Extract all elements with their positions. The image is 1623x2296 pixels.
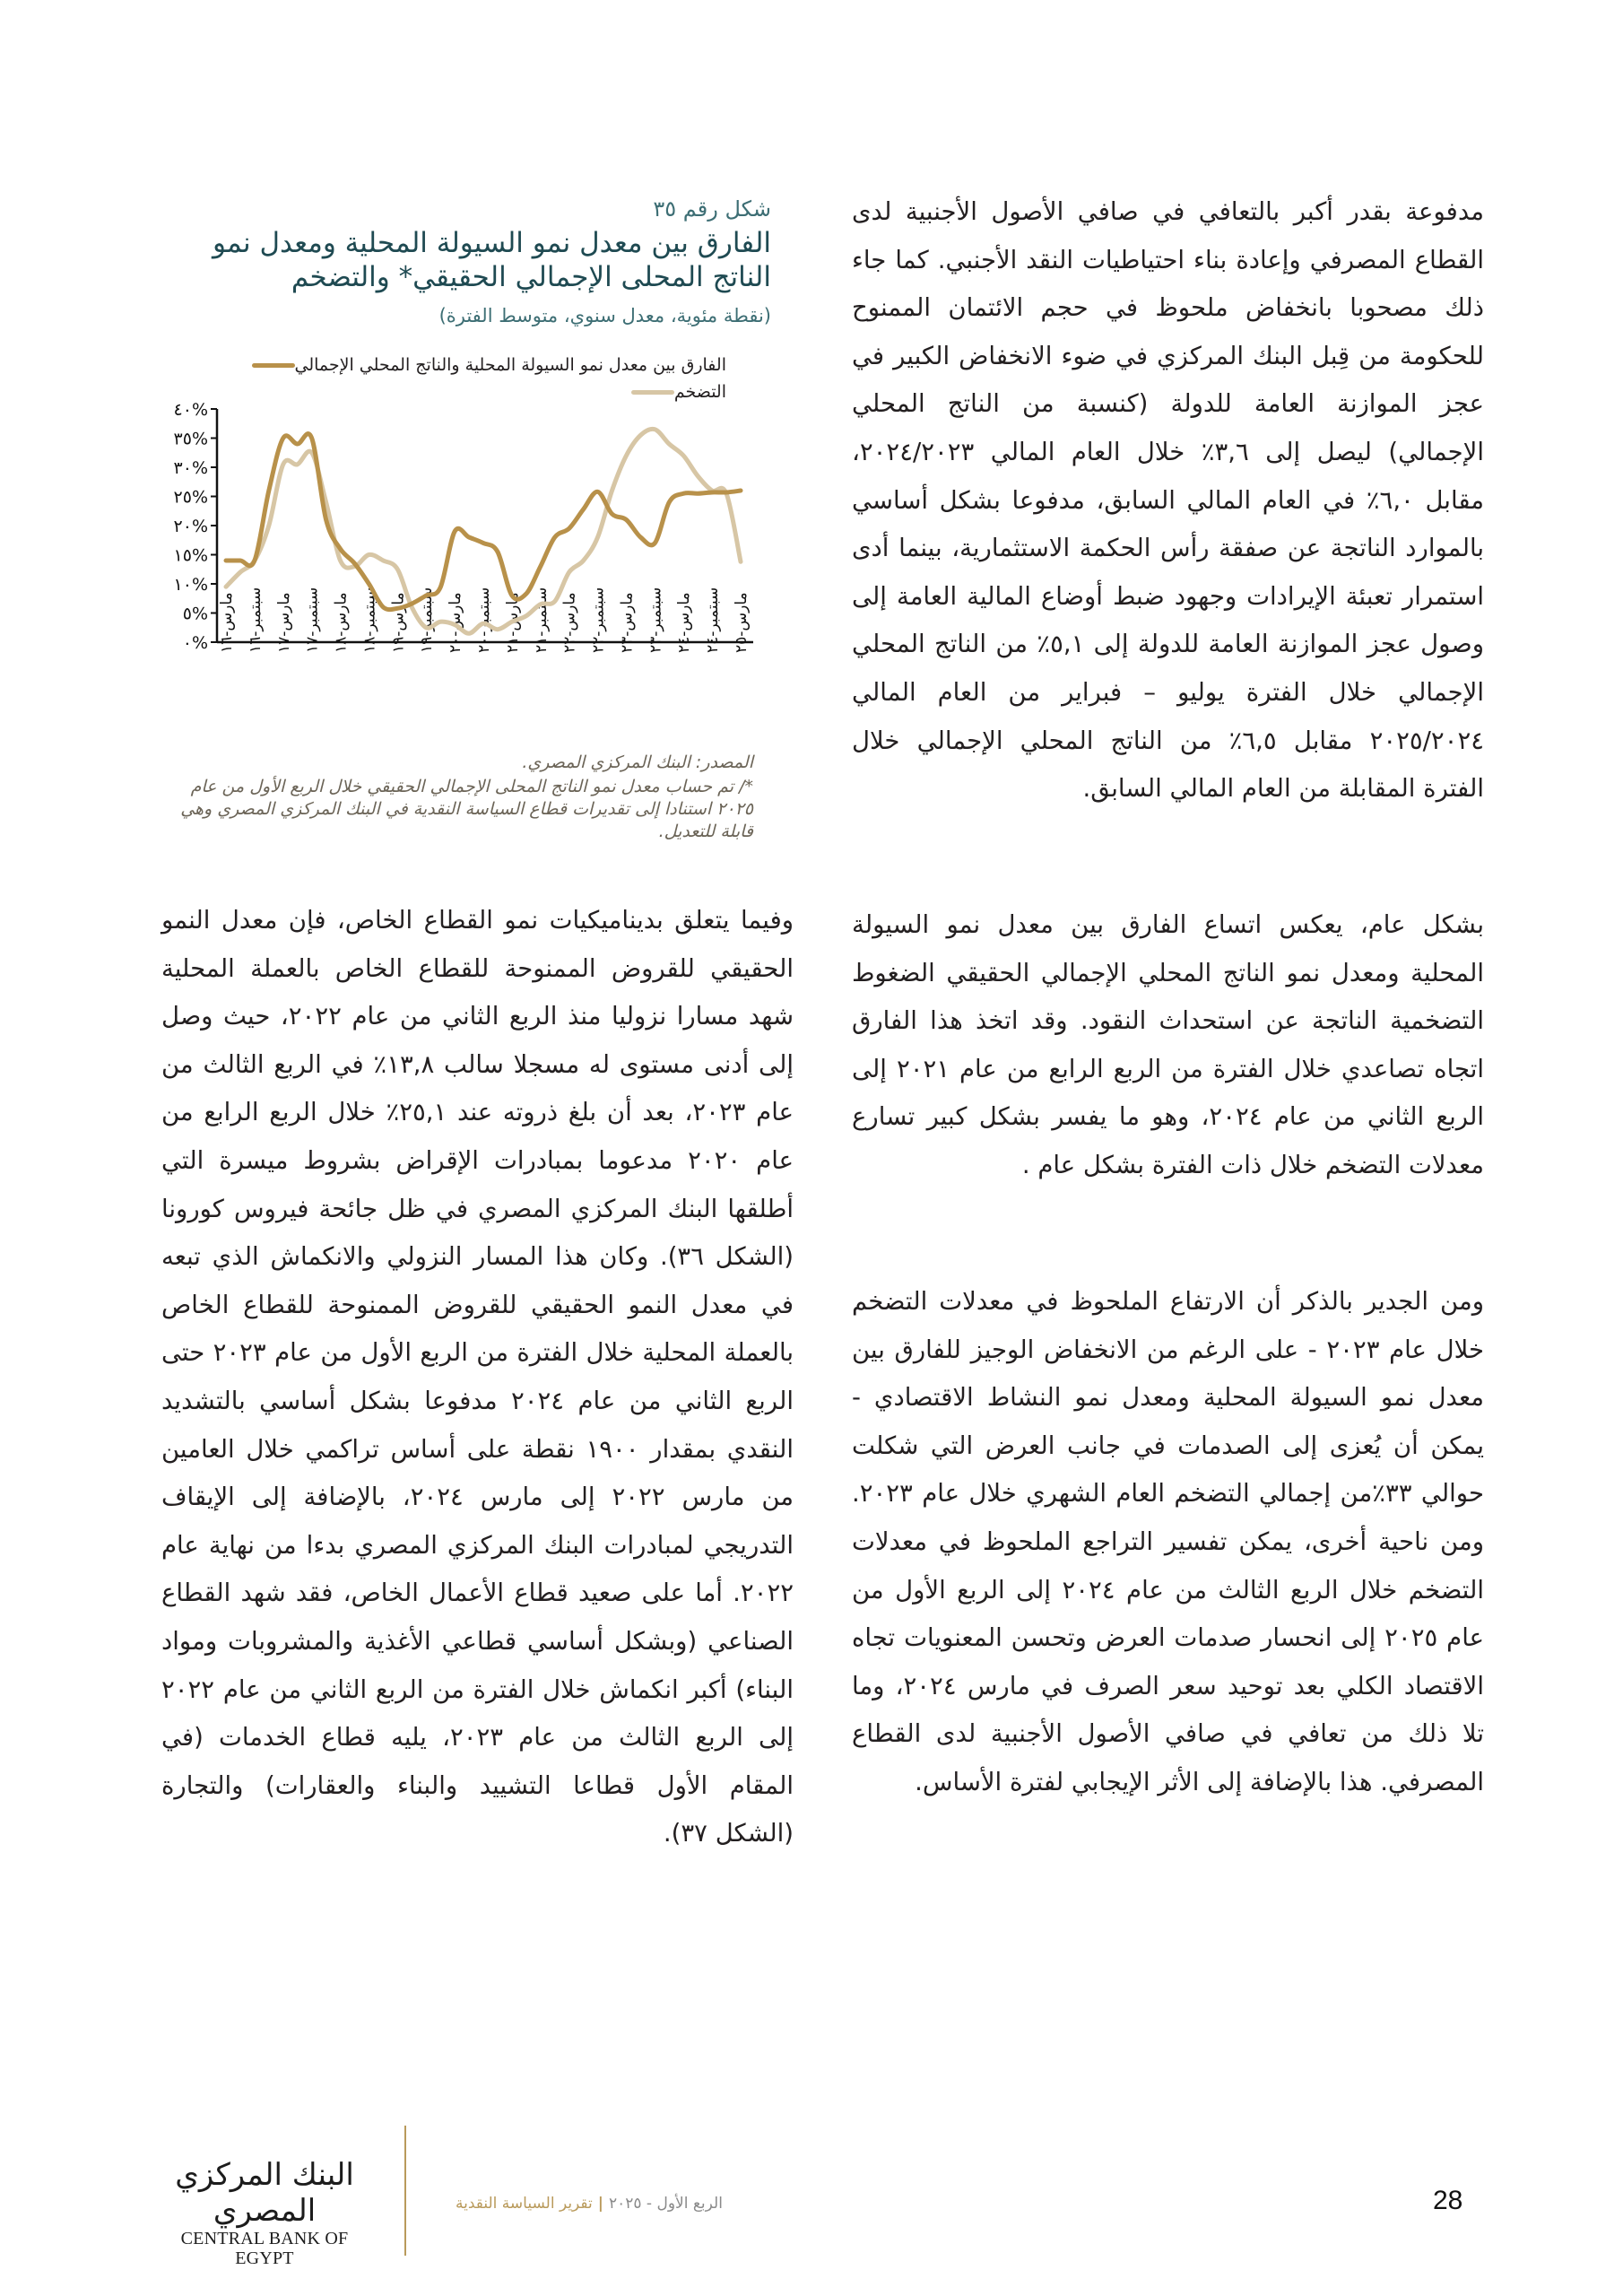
x-tick-label: مارس-٢٠	[447, 592, 465, 653]
y-tick-label: ٢٠%	[173, 517, 208, 536]
x-tick-label: مارس-١٦	[218, 592, 236, 653]
y-tick-label: ٤٠%	[173, 400, 208, 420]
y-tick-label: ٣٥%	[173, 429, 208, 449]
x-tick-label: مارس-٢٢	[560, 592, 579, 653]
page-number: 28	[1433, 2186, 1463, 2215]
x-tick-label: سبتمبر-١٦	[246, 587, 265, 653]
footer-quarter: الربع الأول - ٢٠٢٥	[609, 2195, 723, 2213]
x-tick-label: سبتمبر-٢٣	[647, 587, 665, 653]
x-tick-label: مارس-٢٤	[675, 592, 694, 653]
paragraph-fiscal-deficit	[852, 188, 1484, 813]
cbe-logo	[161, 2157, 368, 2268]
legend-label-gap: الفارق بين معدل نمو السيولة المحلية والناتج المحلي الإجمالي	[294, 355, 726, 375]
x-tick-label: سبتمبر-١٩	[418, 587, 437, 653]
x-tick-label: مارس-١٩	[389, 592, 408, 653]
figure-source: المصدر: البنك المركزي المصري.	[522, 752, 753, 772]
paragraph-inflation-shocks	[852, 1278, 1484, 1807]
figure-footnote: */ تم حساب معدل نمو الناتج المحلى الإجمالي الحقيقي خلال الربع الأول من عام ٢٠٢٥ استنادا إلى تقديرات قطاع السياسة النقدية في البنك المركزي المصري وهي قابلة للتعديل.	[180, 777, 753, 841]
x-tick-label: مارس-١٧	[274, 592, 293, 653]
figure-notes	[161, 752, 753, 843]
x-tick-label: مارس-٢٥	[733, 592, 751, 653]
paragraph-text: ومن الجدير بالذكر أن الارتفاع الملحوظ في معدلات التضخم خلال عام ٢٠٢٣ - على الرغم من الانخفاض الوجيز للفارق بين معدل نمو السيولة المحلية ومعدل نمو النشاط الاقتصادي - يمكن أن يُعزى إلى الصدمات في جانب العرض التي شكلت حوالي ٣٣٪من إجمالي التضخم العام الشهري خلال عام ٢٠٢٣. ومن ناحية أخرى، يمكن تفسير التراجع الملحوظ في معدلات التضخم خلال الربع الثالث من عام ٢٠٢٤ إلى الربع الأول من عام ٢٠٢٥ إلى انحسار صدمات العرض وتحسن المعنويات تجاه الاقتصاد الكلي بعد توحيد سعر الصرف في مارس ٢٠٢٤، وما تلا ذلك من تعافي في صافي الأصول الأجنبية لدى القطاع المصرفي. هذا بالإضافة إلى الأثر الإيجابي لفترة الأساس.	[852, 1287, 1484, 1796]
x-tick-label: سبتمبر-٢٢	[589, 587, 608, 653]
footer-report-info	[456, 2195, 723, 2213]
figure-title: الفارق بين معدل نمو السيولة المحلية ومعدل نمو الناتج المحلى الإجمالي الحقيقي* والتضخم	[213, 227, 771, 293]
x-tick-label: مارس-٢٣	[618, 592, 637, 653]
paragraph-private-credit	[161, 897, 794, 1858]
paragraph-text: وفيما يتعلق بديناميكيات نمو القطاع الخاص، فإن معدل النمو الحقيقي للقروض الممنوحة للقطاع الخاص بالعملة المحلية شهد مسارا نزوليا منذ الربع الثاني من عام ٢٠٢٢، حيث وصل إلى أدنى مستوى له مسجلا سالب ١٣,٨٪ في الربع الثالث من عام ٢٠٢٣، بعد أن بلغ ذروته عند ٢٥,١٪ خلال الربع الرابع من عام ٢٠٢٠ مدعوما بمبادرات الإقراض بشروط ميسرة التي أطلقها البنك المركزي المصري في ظل جائحة فيروس كورونا (الشكل ٣٦). وكان هذا المسار النزولي والانكماش الذي تبعه في معدل النمو الحقيقي للقروض الممنوحة للقطاع الخاص بالعملة المحلية خلال الفترة من الربع الأول من عام ٢٠٢٣ حتى الربع الثاني من عام ٢٠٢٤ مدفوعا بشكل أساسي بالتشديد النقدي بمقدار ١٩٠٠ نقطة على أساس تراكمي خلال العامين من مارس ٢٠٢٢ إلى مارس ٢٠٢٤، بالإضافة إلى الإيقاف التدريجي لمبادرات البنك المركزي المصري بدءا من نهاية عام ٢٠٢٢. أما على صعيد قطاع الأعمال الخاص، فقد شهد القطاع الصناعي (وبشكل أساسي قطاعي الأغذية والمشروبات ومواد البناء) أكبر انكماش خلال الفترة من الربع الثاني من عام ٢٠٢٢ إلى الربع الثالث من عام ٢٠٢٣، يليه قطاع الخدمات (في المقام الأول قطاعا التشييد والبناء والعقارات) والتجارة (الشكل ٣٧).	[161, 906, 794, 1848]
x-tick-label: سبتمبر-٢٤	[704, 587, 723, 653]
footer-separator: |	[597, 2195, 603, 2213]
x-tick-label: سبتمبر-٢١	[532, 587, 551, 653]
paragraph-text: بشكل عام، يعكس اتساع الفارق بين معدل نمو السيولة المحلية ومعدل نمو الناتج المحلي الإجمالي الحقيقي الضغوط التضخمية الناتجة عن استحداث النقود. وقد اتخذ هذا الفارق اتجاه تصاعدي خلال الفترة من الربع الرابع من عام ٢٠٢١ إلى الربع الثاني من عام ٢٠٢٤، وهو ما يفسر بشكل كبير تسارع معدلات التضخم خلال ذات الفترة بشكل عام .	[852, 910, 1484, 1179]
figure-units: (نقطة مئوية، معدل سنوي، متوسط الفترة)	[438, 305, 771, 326]
x-tick-label: مارس-٢١	[503, 592, 522, 653]
y-tick-label: ١٥%	[173, 545, 208, 566]
line-chart	[161, 395, 771, 753]
footer-report-name: تقرير السياسة النقدية	[456, 2195, 593, 2213]
figure-header	[161, 196, 771, 328]
paragraph-gap-trend	[852, 901, 1484, 1190]
x-tick-label: مارس-١٨	[332, 592, 351, 653]
figure-number: شكل رقم ٣٥	[653, 196, 771, 222]
x-tick-label: سبتمبر-٢٠	[475, 587, 493, 653]
y-tick-label: ١٠%	[173, 575, 208, 595]
y-tick-label: ٢٥%	[173, 487, 208, 508]
y-tick-label: ٣٠%	[173, 458, 208, 478]
footer-divider	[404, 2126, 406, 2256]
legend-swatch-inflation	[631, 390, 674, 395]
x-tick-label: سبتمبر-١٧	[303, 587, 322, 653]
y-tick-label: ٥%	[182, 604, 208, 624]
paragraph-text: مدفوعة بقدر أكبر بالتعافي في صافي الأصول الأجنبية لدى القطاع المصرفي وإعادة بناء احتياطيات النقد الأجنبي. كما جاء ذلك مصحوبا بانخفاض ملحوظ في حجم الائتمان الممنوح للحكومة من قِبل البنك المركزي في ضوء الانخفاض الكبير في عجز الموازنة العامة للدولة (كنسبة من الناتج المحلي الإجمالي) ليصل إلى ٣,٦٪ خلال العام المالي ٢٠٢٤/٢٠٢٣، مقابل ٦,٠٪ في العام المالي السابق، مدفوعا بشكل أساسي بالموارد الناتجة عن صفقة رأس الحكمة الاستثمارية، بينما أدى استمرار تعبئة الإيرادات وجهود ضبط أوضاع المالية العامة إلى وصول عجز الموازنة العامة للدولة إلى ٥,١٪ من الناتج المحلي الإجمالي خلال الفترة يوليو – فبراير من العام المالي ٢٠٢٥/٢٠٢٤ مقابل ٦,٥٪ من الناتج المحلي الإجمالي خلال الفترة المقابلة من العام المالي السابق.	[852, 197, 1484, 804]
legend-label-inflation: التضخم	[673, 382, 726, 402]
y-tick-label: ٠%	[182, 633, 208, 653]
x-tick-label: سبتمبر-١٨	[360, 587, 379, 653]
legend-swatch-gap	[252, 363, 295, 368]
legend-item-gap	[170, 352, 726, 378]
logo-english-text: CENTRAL BANK OF EGYPT	[180, 2229, 349, 2268]
logo-arabic-text: البنك المركزي المصري	[175, 2157, 354, 2229]
